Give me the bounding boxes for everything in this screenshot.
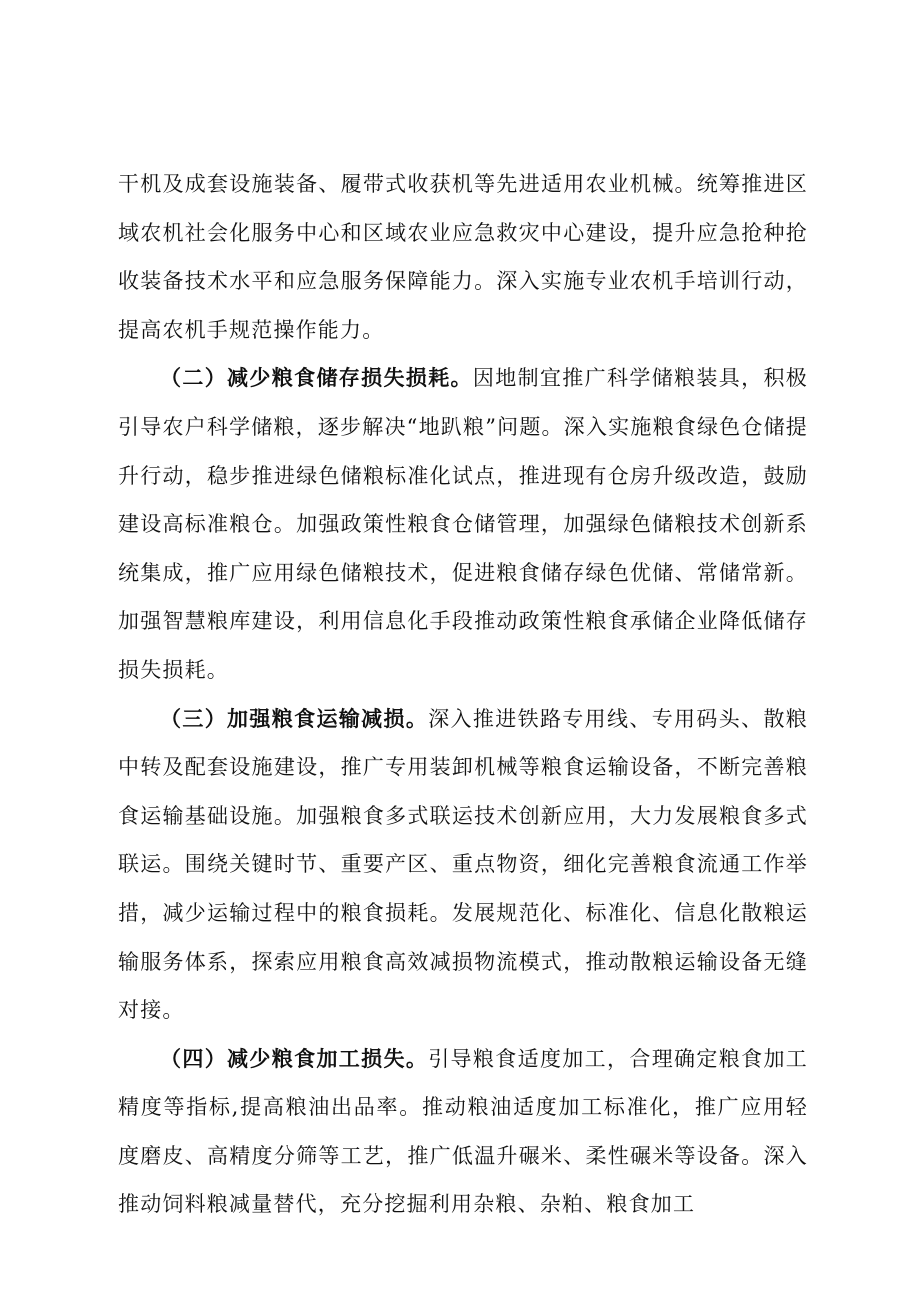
section-heading-storage: （二）减少粮食储存损失损耗。 bbox=[160, 365, 473, 391]
paragraph-body: 深入推进铁路专用线、专用码头、散粮中转及配套设施建设，推广专用装卸机械等粮食运输设备，不断完善粮食运输基础设施。加强粮食多式联运技术创新应用，大力发展粮食多式联运。围绕关键时节、重要产区、重点物资，细化完善粮食流通工作举措，减少运输过程中的粮食损耗。发展规范化、标准化、信息化散粮运输服务体系，探索应用粮食高效减损物流模式，推动散粮运输设备无缝对接。 bbox=[118, 706, 808, 1023]
paragraph-body: 干机及成套设施装备、履带式收获机等先进适用农业机械。统筹推进区域农机社会化服务中心和区域农业应急救灾中心建设，提升应急抢种抢收装备技术水平和应急服务保障能力。深入实施专业农机手培训行动，提高农机手规范操作能力。 bbox=[118, 172, 808, 342]
section-heading-transport: （三）加强粮食运输减损。 bbox=[160, 705, 429, 731]
paragraph-body: 引导粮食适度加工，合理确定粮食加工精度等指标,提高粮油出品率。推动粮油适度加工标准化，推广应用轻度磨皮、高精度分筛等工艺，推广低温升碾米、柔性碾米等设备。深入推动饲料粮减量替代，充分挖掘利用杂粮、杂粕、粮食加工 bbox=[118, 1046, 808, 1217]
paragraph-body: 因地制宜推广科学储粮装具，积极引导农户科学储粮，逐步解决“地趴粮”问题。深入实施粮食绿色仓储提升行动，稳步推进绿色储粮标准化试点，推进现有仓房升级改造，鼓励建设高标准粮仓。加强政策性粮食仓储管理，加强绿色储粮技术创新系统集成，推广应用绿色储粮技术，促进粮食储存绿色优储、常储常新。加强智慧粮库建设，利用信息化手段推动政策性粮食承储企业降低储存损失损耗。 bbox=[118, 366, 808, 682]
paragraph-transport bbox=[118, 695, 808, 1035]
document-body bbox=[118, 160, 808, 1229]
section-heading-processing: （四）减少粮食加工损失。 bbox=[160, 1045, 429, 1071]
paragraph-processing bbox=[118, 1035, 808, 1229]
paragraph-continuation bbox=[118, 160, 808, 354]
paragraph-storage bbox=[118, 354, 808, 694]
